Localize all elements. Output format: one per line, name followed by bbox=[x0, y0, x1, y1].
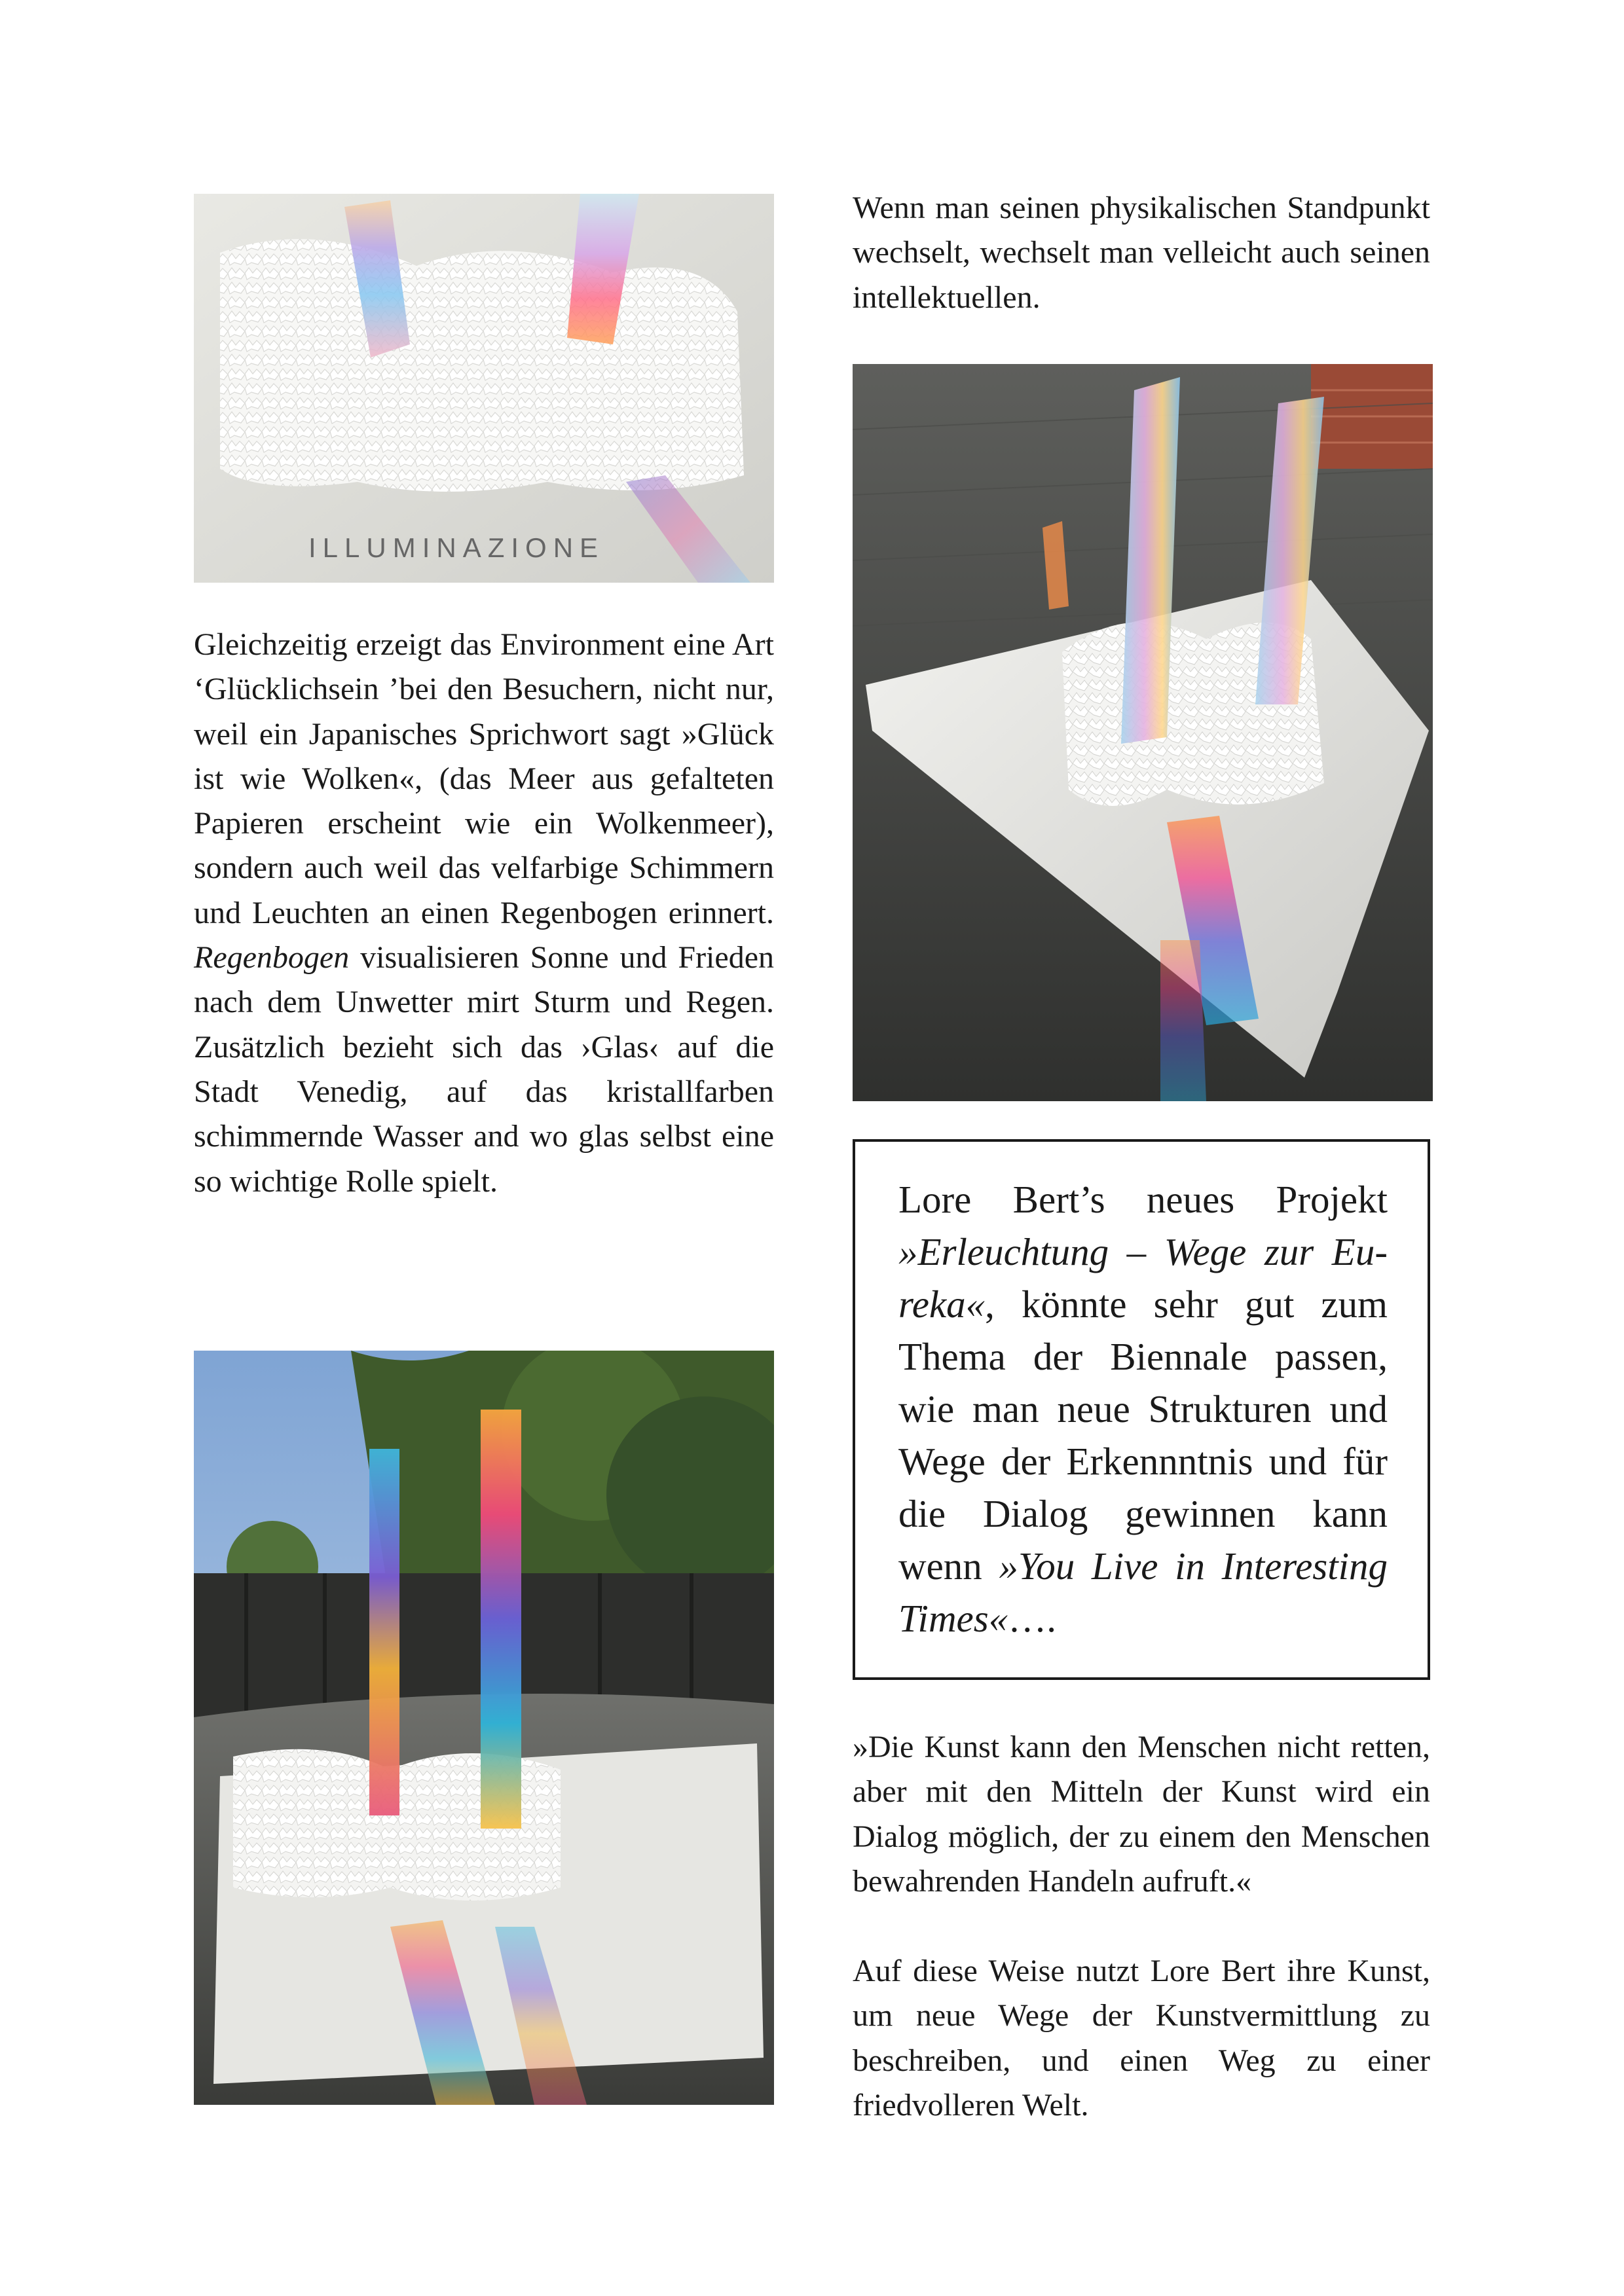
quote-part2: , könnte sehr gut zum Thema der Biennale passen, wie man neue Strukturen und Wege der Erkennntnis und für die Dialog gewinnen kann wenn bbox=[898, 1283, 1388, 1588]
project-quote-box bbox=[853, 1139, 1430, 1680]
photo-sculpture-sky bbox=[194, 1351, 774, 2105]
project-quote-text bbox=[898, 1173, 1388, 1645]
environment-paragraph-part2: visualisieren Sonne und Frieden nach dem Unwetter mirt Sturm und Regen. Zusätzlich bezieht sich das ›Glas‹ auf die Stadt Venedig, auf das kristallfarben schimmernde Wasser and wo glas selbst eine so wichtige Rolle spielt. bbox=[194, 940, 774, 1199]
quote-italic2: »You Live in Interesting Times« bbox=[898, 1544, 1388, 1640]
environment-paragraph bbox=[194, 623, 774, 1204]
intro-paragraph: Wenn man seinen physikalischen Standpunkt wechselt, wechselt man velleicht auch seinen intellektuellen. bbox=[853, 191, 1430, 315]
quote-italic1: »Erleuchtung – Wege zur Eureka« bbox=[898, 1230, 1388, 1326]
quote-part3: …. bbox=[1008, 1597, 1056, 1640]
environment-paragraph-part1: Gleichzeitig erzeigt das Environment eine Art ‘Glücklichsein ’bei den Besuchern, nicht nur, weil ein Japanisches Sprichwort sagt »Glück ist wie Wolken«, (das Meer aus gefalteten Papieren erscheint wie ein Wolkenmeer), sondern auch weil das velfarbige Schimmern und Leuchten an einen Regenbogen erinnert. bbox=[194, 627, 774, 930]
art-quote-paragraph: »Die Kunst kann den Menschen nicht retten, aber mit den Mitteln der Kunst wird ein Dialog möglich, der zu einem den Menschen bewahrenden Handeln aufruft.« bbox=[853, 1730, 1430, 1899]
photo-sculpture-table bbox=[853, 364, 1433, 1101]
quote-part1: Lore Bert’s neues Projekt bbox=[898, 1178, 1388, 1221]
environment-paragraph-italic: Regenbogen bbox=[194, 940, 350, 975]
photo-inscription: ILLUMINAZIONE bbox=[308, 532, 605, 563]
closing-paragraph: Auf diese Weise nutzt Lore Bert ihre Kunst, um neue Wege der Kunstvermittlung zu beschreiben, und einen Weg zu einer friedvolleren Welt. bbox=[853, 1954, 1430, 2123]
photo-illuminazione-closeup bbox=[194, 194, 774, 583]
